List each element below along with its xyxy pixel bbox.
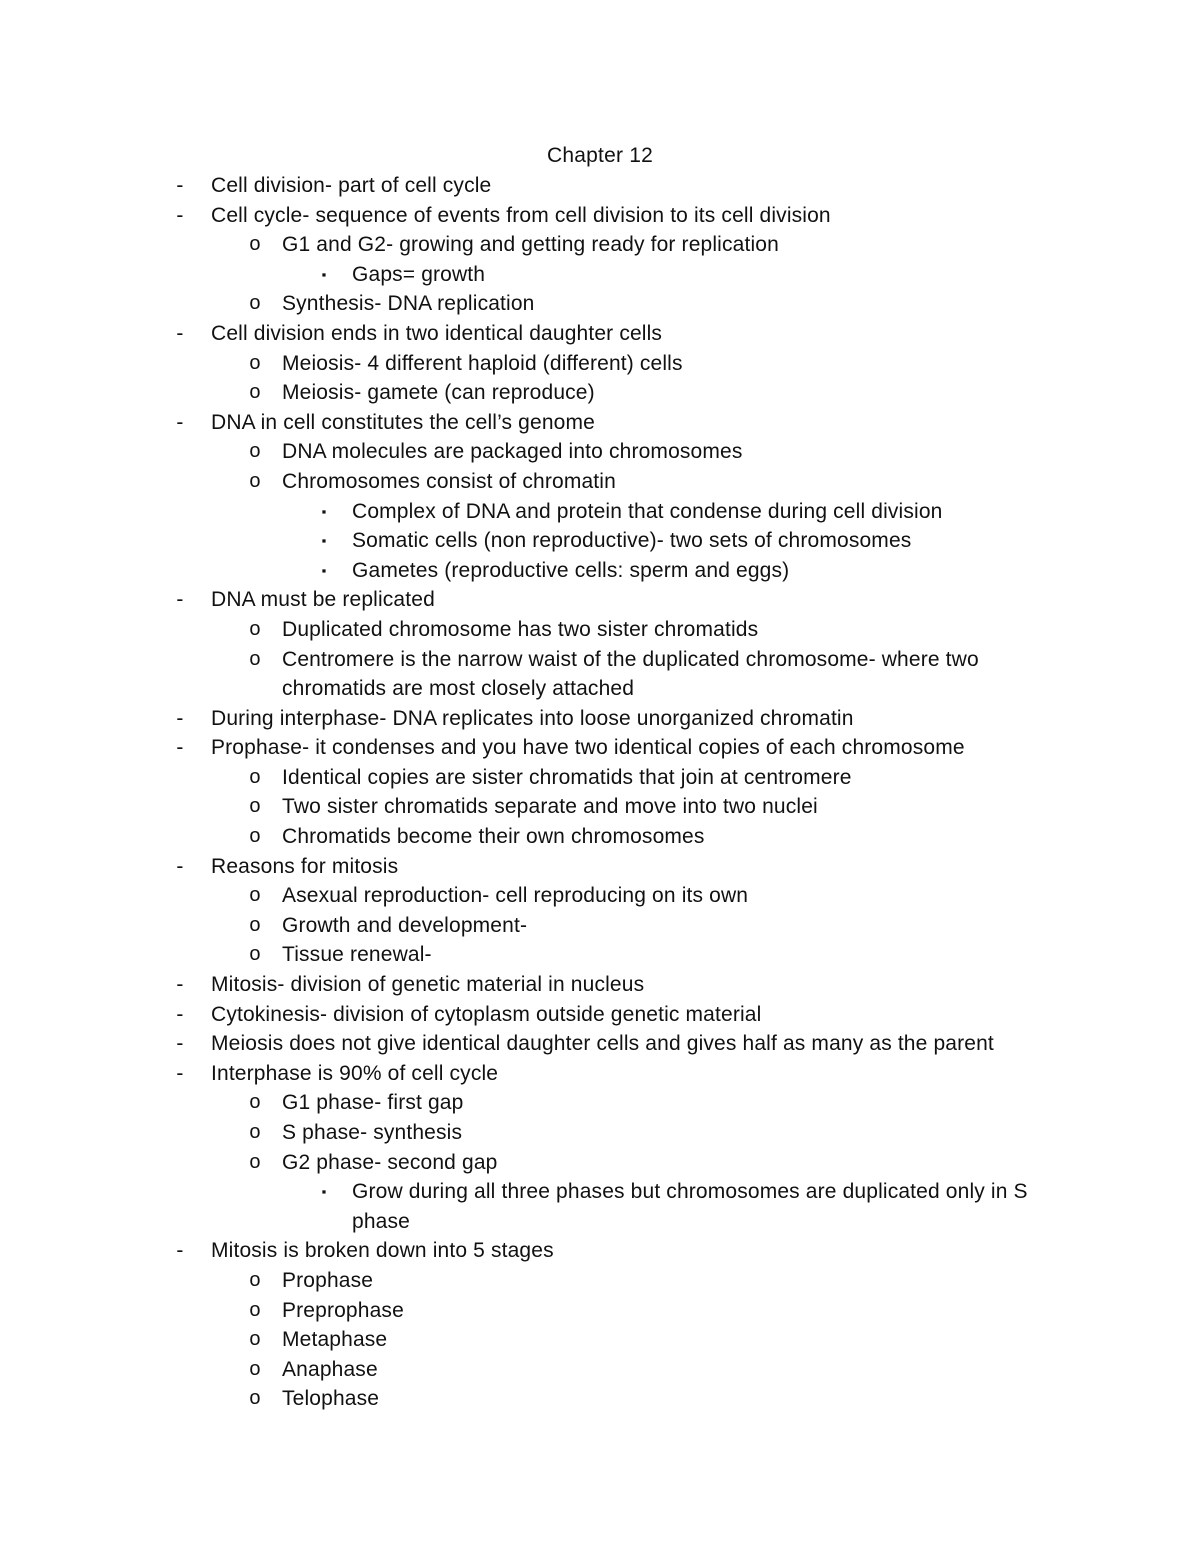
- bullet-marker: -: [176, 973, 184, 997]
- bullet-marker: -: [176, 174, 184, 197]
- note-text: Meiosis does not give identical daughter cells and gives half as many as the parent: [211, 1032, 994, 1056]
- note-line-level-1: [0, 585, 1200, 615]
- note-line-level-2: [0, 881, 1200, 911]
- note-text: Tissue renewal-: [282, 943, 432, 967]
- bullet-marker: -: [176, 1061, 184, 1085]
- note-line-level-1: [0, 1000, 1200, 1030]
- note-text: Gametes (reproductive cells: sperm and eggs): [352, 558, 790, 582]
- note-text: Growth and development-: [282, 913, 528, 937]
- note-line-level-2: [0, 940, 1200, 970]
- bullet-marker: o: [249, 381, 261, 404]
- note-text: Cell cycle- sequence of events from cell division to its cell division: [211, 203, 831, 227]
- note-text: G1 and G2- growing and getting ready for replication: [282, 233, 779, 257]
- note-line-level-2: [0, 645, 1200, 704]
- bullet-marker: ▪: [321, 266, 327, 282]
- note-text: G1 phase- first gap: [282, 1091, 464, 1115]
- note-text: Preprophase: [282, 1298, 404, 1322]
- page-title: Chapter 12: [547, 144, 653, 167]
- note-text: During interphase- DNA replicates into loose unorganized chromatin: [211, 706, 854, 730]
- bullet-marker: o: [249, 233, 261, 256]
- bullet-marker: o: [249, 351, 261, 374]
- note-text: Gaps= growth: [352, 262, 486, 286]
- note-text: Prophase- it condenses and you have two identical copies of each chromosome: [211, 736, 965, 760]
- bullet-marker: -: [176, 1002, 184, 1026]
- note-line-level-3: [0, 526, 1200, 556]
- bullet-marker: ▪: [321, 562, 327, 578]
- note-line-level-2: [0, 911, 1200, 941]
- bullet-marker: o: [249, 469, 261, 492]
- note-text: Mitosis is broken down into 5 stages: [211, 1239, 554, 1263]
- note-text: Telophase: [282, 1387, 380, 1411]
- bullet-marker: o: [249, 825, 261, 848]
- note-line-level-2: [0, 1296, 1200, 1326]
- note-text: Asexual reproduction- cell reproducing on its own: [282, 884, 749, 908]
- note-line-level-1: [0, 1059, 1200, 1089]
- note-line-level-2: [0, 822, 1200, 852]
- note-line-level-2: [0, 1118, 1200, 1148]
- notes-list: [0, 171, 1200, 1414]
- note-line-level-2: [0, 437, 1200, 467]
- bullet-marker: o: [249, 1121, 261, 1143]
- note-line-level-3: [0, 556, 1200, 586]
- bullet-marker: o: [249, 1091, 261, 1114]
- bullet-marker: o: [249, 795, 261, 818]
- note-line-level-2: [0, 1325, 1200, 1355]
- note-line-level-1: [0, 852, 1200, 882]
- bullet-marker: -: [176, 854, 184, 878]
- note-line-level-2: [0, 1355, 1200, 1385]
- note-line-level-1: [0, 970, 1200, 1000]
- note-text: Complex of DNA and protein that condense during cell division: [352, 499, 943, 523]
- note-text: Reasons for mitosis: [211, 854, 399, 878]
- note-line-level-2: [0, 792, 1200, 822]
- note-line-level-1: [0, 171, 1200, 201]
- note-line-level-1: [0, 201, 1200, 231]
- note-text: Mitosis- division of genetic material in nucleus: [211, 973, 645, 997]
- note-text: Chromatids become their own chromosomes: [282, 825, 705, 849]
- bullet-marker: -: [176, 706, 184, 730]
- note-text: Grow during all three phases but chromosomes are duplicated only in S phase: [352, 1180, 1028, 1233]
- note-line-level-1: [0, 1029, 1200, 1059]
- note-line-level-3: [0, 497, 1200, 527]
- note-line-level-2: [0, 763, 1200, 793]
- note-text: Cell division ends in two identical daughter cells: [211, 321, 663, 345]
- note-line-level-1: [0, 319, 1200, 349]
- bullet-marker: o: [249, 1298, 261, 1321]
- note-line-level-1: [0, 733, 1200, 763]
- note-text: Prophase: [282, 1268, 374, 1292]
- note-text: DNA molecules are packaged into chromosomes: [282, 440, 743, 464]
- bullet-marker: o: [249, 1357, 261, 1380]
- bullet-marker: o: [249, 292, 261, 315]
- bullet-marker: o: [249, 1268, 261, 1291]
- bullet-marker: o: [249, 440, 261, 463]
- note-text: Anaphase: [282, 1357, 378, 1381]
- note-line-level-2: [0, 467, 1200, 497]
- note-text: Interphase is 90% of cell cycle: [211, 1061, 499, 1085]
- bullet-marker: o: [249, 1150, 261, 1173]
- note-line-level-2: [0, 230, 1200, 260]
- note-line-level-2: [0, 615, 1200, 645]
- bullet-marker: -: [176, 1032, 184, 1056]
- bullet-marker: -: [176, 203, 184, 227]
- bullet-marker: o: [249, 765, 261, 788]
- note-line-level-3: [0, 1177, 1200, 1236]
- note-line-level-2: [0, 1384, 1200, 1414]
- note-text: Chromosomes consist of chromatin: [282, 469, 616, 493]
- note-text: Identical copies are sister chromatids that join at centromere: [282, 765, 852, 789]
- bullet-marker: -: [176, 410, 184, 434]
- bullet-marker: o: [249, 943, 261, 966]
- note-text: G2 phase- second gap: [282, 1150, 498, 1174]
- note-line-level-3: [0, 260, 1200, 290]
- note-text: Synthesis- DNA replication: [282, 292, 535, 316]
- note-line-level-1: [0, 704, 1200, 734]
- note-text: Cell division- part of cell cycle: [211, 174, 492, 197]
- bullet-marker: -: [176, 1239, 184, 1263]
- bullet-marker: -: [176, 321, 184, 345]
- bullet-marker: ▪: [321, 1184, 327, 1200]
- note-line-level-2: [0, 1148, 1200, 1178]
- note-line-level-2: [0, 349, 1200, 379]
- note-text: Duplicated chromosome has two sister chromatids: [282, 617, 759, 641]
- note-text: Meiosis- gamete (can reproduce): [282, 381, 595, 405]
- note-text: Centromere is the narrow waist of the duplicated chromosome- where two chromatids are most closely attached: [282, 647, 979, 701]
- note-line-level-2: [0, 1266, 1200, 1296]
- bullet-marker: o: [249, 884, 261, 907]
- note-text: Metaphase: [282, 1328, 388, 1352]
- bullet-marker: o: [249, 617, 261, 640]
- note-text: DNA must be replicated: [211, 588, 435, 612]
- bullet-marker: ▪: [321, 503, 327, 519]
- note-text: Meiosis- 4 different haploid (different) cells: [282, 351, 683, 375]
- bullet-marker: o: [249, 1328, 261, 1351]
- note-text: Two sister chromatids separate and move into two nuclei: [282, 795, 818, 819]
- note-text: Cytokinesis- division of cytoplasm outside genetic material: [211, 1002, 762, 1026]
- bullet-marker: -: [176, 736, 184, 760]
- bullet-marker: o: [249, 913, 261, 936]
- note-text: DNA in cell constitutes the cell’s genome: [211, 410, 595, 434]
- bullet-marker: o: [249, 1387, 261, 1410]
- note-line-level-1: [0, 408, 1200, 438]
- note-line-level-2: [0, 1088, 1200, 1118]
- bullet-marker: o: [249, 647, 261, 670]
- bullet-marker: ▪: [321, 533, 327, 549]
- bullet-marker: -: [176, 588, 184, 612]
- note-text: Somatic cells (non reproductive)- two sets of chromosomes: [352, 529, 912, 553]
- note-line-level-1: [0, 1236, 1200, 1266]
- note-line-level-2: [0, 289, 1200, 319]
- note-text: S phase- synthesis: [282, 1121, 463, 1144]
- note-line-level-2: [0, 378, 1200, 408]
